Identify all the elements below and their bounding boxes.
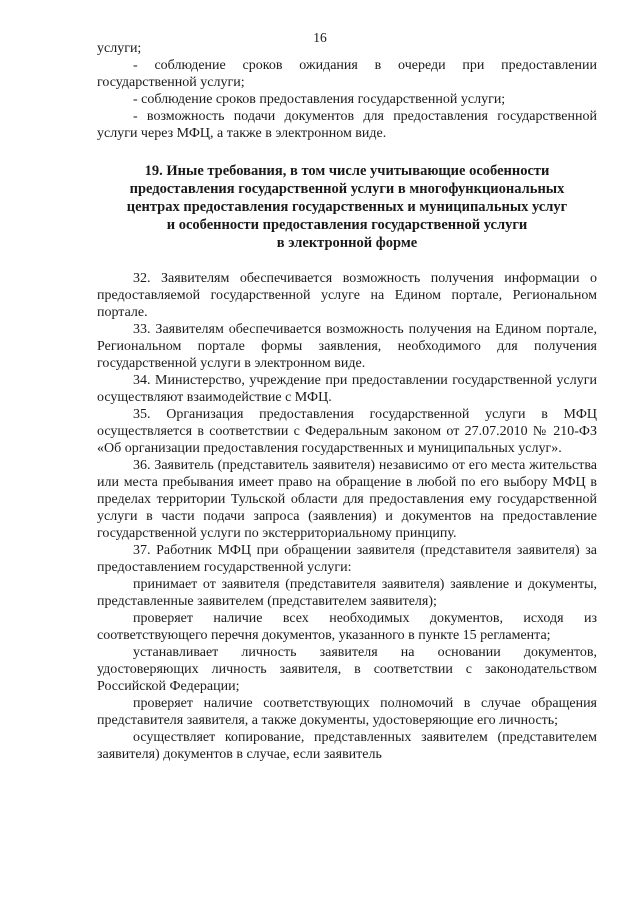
paragraph-37-item: проверяет наличие соответствующих полномочий в случае обращения представителя заявителя, а также документы, удостоверяющие его личность; [97,696,597,728]
heading-line: предоставления государственной услуги в многофункциональных [129,181,565,197]
list-item: - возможность подачи документов для предоставления государственной услуги через МФЦ, а также в электронном виде. [97,109,597,141]
page-number: 16 [313,30,327,45]
heading-line: и особенности предоставления государственной услуги [166,217,528,233]
paragraph-35: 35. Организация предоставления государственной услуги в МФЦ осуществляется в соответствии с Федеральным законом от 27.07.2010 № 210-ФЗ «Об организации предоставления государственных и муниципальных услуг». [97,407,597,456]
heading-line: центрах предоставления государственных и муниципальных услуг [126,199,568,215]
paragraph-37: 37. Работник МФЦ при обращении заявителя (представителя заявителя) за предоставлением государственной услуги: [97,543,597,575]
paragraph-34: 34. Министерство, учреждение при предоставлении государственной услуги осуществляют взаимодействие с МФЦ. [97,373,597,405]
paragraph-37-item: осуществляет копирование, представленных заявителем (представителем заявителя) документов в случае, если заявитель [97,730,597,762]
paragraph-37-item: проверяет наличие всех необходимых документов, исходя из соответствующего перечня документов, указанного в пункте 15 регламента; [97,611,597,643]
section-heading [97,162,597,252]
paragraph-continuation: услуги; [97,41,142,56]
list-item: - соблюдение сроков ожидания в очереди при предоставлении государственной услуги; [97,58,597,90]
paragraph-37-item: принимает от заявителя (представителя заявителя) заявление и документы, представленные заявителем (представителем заявителя); [97,577,597,609]
paragraph-37-item: устанавливает личность заявителя на основании документов, удостоверяющих личность заявителя, в соответствии с законодательством Российской Федерации; [97,645,597,694]
list-item: - соблюдение сроков предоставления государственной услуги; [133,92,506,107]
heading-line: в электронной форме [276,235,418,251]
paragraph-36: 36. Заявитель (представитель заявителя) независимо от его места жительства или места пребывания имеет право на обращение в любой по его выбору МФЦ в пределах территории Тульской области для предоставления ему государственной услуги в части подачи запроса (заявления) и документов на предоставление государственной услуги по экстерриториальному принципу. [97,458,597,541]
heading-line: 19. Иные требования, в том числе учитывающие особенности [144,163,550,179]
page-content [97,40,597,763]
paragraph-33: 33. Заявителям обеспечивается возможность получения на Едином портале, Региональном портале формы заявления, необходимого для получения государственной услуги в электронном виде. [97,322,597,371]
paragraph-32: 32. Заявителям обеспечивается возможность получения информации о предоставляемой государственной услуге на Едином портале, Региональном портале. [97,271,597,320]
